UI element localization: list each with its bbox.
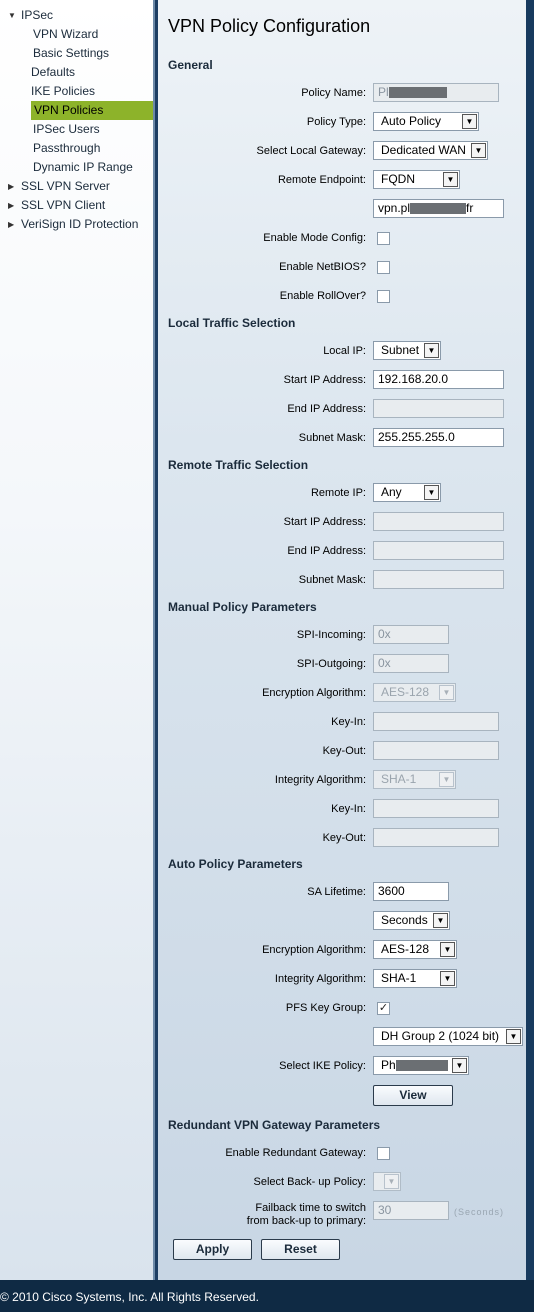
backup-policy-select[interactable] (373, 1172, 401, 1191)
sa-lifetime-unit-select[interactable] (373, 911, 450, 930)
remote-end-ip-input[interactable] (373, 541, 504, 560)
manual-key-in-2-input[interactable] (373, 799, 499, 818)
failback-label (247, 1202, 366, 1228)
spi-outgoing-label: SPI-Outgoing: (296, 658, 366, 670)
remote-start-ip-input[interactable] (373, 512, 504, 531)
remote-ip-value: Any (381, 485, 402, 499)
remote-endpoint-prefix: vpn.pl (378, 201, 411, 215)
section-header-general: General (168, 58, 213, 72)
remote-endpoint-type-value: FQDN (381, 172, 415, 186)
remote-subnet-label: Subnet Mask: (298, 574, 366, 586)
auto-encryption-label: Encryption Algorithm: (262, 944, 366, 956)
policy-type-label: Policy Type: (306, 116, 366, 128)
chevron-down-icon: ▼ (384, 1174, 399, 1189)
local-subnet-input[interactable]: 255.255.255.0 (373, 428, 504, 447)
chevron-down-icon: ▼ (440, 942, 455, 957)
sa-lifetime-label: SA Lifetime: (307, 886, 366, 898)
apply-button[interactable]: Apply (173, 1239, 252, 1260)
manual-key-in-label: Key-In: (331, 716, 366, 728)
copyright-footer: © 2010 Cisco Systems, Inc. All Rights Reserved. (0, 1290, 259, 1304)
nav-passthrough[interactable]: Passthrough (33, 141, 101, 155)
content-panel (158, 0, 526, 1280)
redacted-block (410, 203, 466, 214)
manual-key-out-2-input[interactable] (373, 828, 499, 847)
chevron-down-icon: ▼ (424, 485, 439, 500)
manual-integrity-select[interactable] (373, 770, 456, 789)
nav-ike-policies[interactable]: IKE Policies (31, 84, 96, 98)
local-end-ip-input[interactable] (373, 399, 504, 418)
chevron-down-icon: ▼ (462, 114, 477, 129)
ike-policy-select[interactable] (373, 1056, 469, 1075)
manual-encryption-value: AES-128 (381, 685, 430, 699)
spi-outgoing-input[interactable]: 0x (373, 654, 449, 673)
remote-endpoint-input[interactable] (373, 199, 504, 218)
section-header-manual-policy: Manual Policy Parameters (168, 600, 317, 614)
spi-incoming-input[interactable]: 0x (373, 625, 449, 644)
section-header-remote-traffic: Remote Traffic Selection (168, 458, 309, 472)
nav-ipsec-users[interactable]: IPSec Users (33, 122, 100, 136)
auto-encryption-value: AES-128 (381, 942, 430, 956)
ike-policy-prefix: Ph (381, 1058, 396, 1072)
policy-name-input[interactable] (373, 83, 499, 102)
auto-integrity-value: SHA-1 (381, 971, 417, 985)
pfs-group-value: DH Group 2 (1024 bit) (381, 1029, 500, 1043)
nav-vpn-wizard[interactable]: VPN Wizard (33, 27, 99, 41)
chevron-down-icon: ▼ (443, 172, 458, 187)
remote-ip-select[interactable] (373, 483, 441, 502)
remote-endpoint-label: Remote Endpoint: (277, 174, 366, 186)
manual-key-in-2-label: Key-In: (331, 803, 366, 815)
nav-tree (0, 0, 153, 234)
auto-integrity-select[interactable] (373, 969, 457, 988)
collapsed-triangle-icon[interactable]: ▶ (8, 220, 15, 229)
mode-config-label: Enable Mode Config: (263, 232, 366, 244)
nav-basic-settings[interactable]: Basic Settings (33, 46, 110, 60)
auto-integrity-label: Integrity Algorithm: (274, 973, 366, 985)
page-title: VPN Policy Configuration (168, 16, 371, 36)
failback-label-line1: Failback time to switch (255, 1202, 366, 1214)
nav-ssl-vpn-server[interactable] (0, 177, 153, 196)
mode-config-checkbox[interactable] (377, 232, 390, 245)
nav-label: VeriSign ID Protection (21, 217, 139, 231)
section-header-auto-policy: Auto Policy Parameters (168, 857, 303, 871)
pfs-key-group-checkbox[interactable]: ✓ (378, 1002, 389, 1014)
enable-redundant-checkbox[interactable] (377, 1147, 390, 1160)
failback-unit-label: (Seconds) (454, 1207, 505, 1217)
local-ip-label: Local IP: (323, 345, 366, 357)
enable-redundant-label: Enable Redundant Gateway: (225, 1147, 366, 1159)
nav-defaults[interactable]: Defaults (31, 65, 76, 79)
chevron-down-icon: ▼ (506, 1029, 521, 1044)
rollover-checkbox[interactable] (377, 290, 390, 303)
remote-endpoint-suffix: fr (466, 201, 474, 215)
policy-name-label: Policy Name: (301, 87, 366, 99)
nav-verisign-id-protection[interactable] (0, 215, 153, 234)
chevron-down-icon: ▼ (452, 1058, 467, 1073)
view-button[interactable]: View (373, 1085, 453, 1106)
chevron-down-icon: ▼ (439, 772, 454, 787)
remote-end-ip-label: End IP Address: (287, 545, 366, 557)
left-nav-panel (0, 0, 155, 1280)
remote-start-ip-label: Start IP Address: (283, 516, 366, 528)
manual-key-out-2-label: Key-Out: (322, 832, 366, 844)
collapsed-triangle-icon[interactable]: ▶ (8, 182, 15, 191)
manual-integrity-label: Integrity Algorithm: (274, 774, 366, 786)
collapsed-triangle-icon[interactable]: ▶ (8, 201, 15, 210)
nav-vpn-policies[interactable]: VPN Policies (31, 101, 153, 120)
nav-label: SSL VPN Client (21, 198, 106, 212)
pfs-key-group-label: PFS Key Group: (285, 1002, 366, 1014)
policy-name-value: Pl (378, 85, 389, 99)
auto-encryption-select[interactable] (373, 940, 457, 959)
manual-encryption-label: Encryption Algorithm: (262, 687, 366, 699)
manual-encryption-select[interactable] (373, 683, 456, 702)
nav-label: IPSec (21, 8, 54, 22)
remote-subnet-input[interactable] (373, 570, 504, 589)
policy-type-select[interactable] (373, 112, 479, 131)
local-gateway-value: Dedicated WAN (381, 143, 466, 157)
spi-incoming-label: SPI-Incoming: (296, 629, 366, 641)
nav-label: SSL VPN Server (21, 179, 110, 193)
redacted-block (389, 87, 447, 98)
backup-policy-label: Select Back- up Policy: (253, 1176, 366, 1188)
netbios-label: Enable NetBIOS? (279, 261, 366, 273)
local-start-ip-input[interactable]: 192.168.20.0 (373, 370, 504, 389)
sa-lifetime-input[interactable]: 3600 (373, 882, 449, 901)
chevron-down-icon: ▼ (424, 343, 439, 358)
local-start-ip-label: Start IP Address: (283, 374, 366, 386)
netbios-checkbox[interactable] (377, 261, 390, 274)
expanded-triangle-icon[interactable]: ▼ (8, 11, 16, 20)
local-gateway-label: Select Local Gateway: (256, 145, 366, 157)
nav-ssl-vpn-client[interactable] (0, 196, 153, 215)
chevron-down-icon: ▼ (433, 913, 448, 928)
manual-integrity-value: SHA-1 (381, 772, 417, 786)
manual-key-out-input[interactable] (373, 741, 499, 760)
local-end-ip-label: End IP Address: (287, 403, 366, 415)
nav-dynamic-ip-range[interactable]: Dynamic IP Range (33, 160, 133, 174)
local-subnet-label: Subnet Mask: (298, 432, 366, 444)
local-ip-value: Subnet (381, 343, 420, 357)
policy-type-value: Auto Policy (381, 114, 442, 128)
local-ip-select[interactable] (373, 341, 441, 360)
nav-ipsec[interactable] (0, 6, 153, 25)
section-header-local-traffic: Local Traffic Selection (168, 316, 296, 330)
remote-ip-label: Remote IP: (310, 487, 366, 499)
manual-key-in-input[interactable] (373, 712, 499, 731)
sa-lifetime-unit-value: Seconds (381, 913, 428, 927)
chevron-down-icon: ▼ (439, 685, 454, 700)
chevron-down-icon: ▼ (471, 143, 486, 158)
reset-button[interactable]: Reset (261, 1239, 340, 1260)
section-header-redundant-gateway: Redundant VPN Gateway Parameters (168, 1118, 381, 1132)
manual-key-out-label: Key-Out: (322, 745, 366, 757)
chevron-down-icon: ▼ (440, 971, 455, 986)
remote-endpoint-type-select[interactable] (373, 170, 460, 189)
pfs-group-select[interactable] (373, 1027, 523, 1046)
redacted-block (396, 1060, 448, 1071)
failback-label-line2: from back-up to primary: (246, 1215, 366, 1227)
rollover-label: Enable RollOver? (279, 290, 366, 302)
ike-policy-label: Select IKE Policy: (279, 1060, 366, 1072)
local-gateway-select[interactable] (373, 141, 488, 160)
right-edge (526, 0, 534, 1280)
failback-time-input[interactable]: 30 (373, 1201, 449, 1220)
